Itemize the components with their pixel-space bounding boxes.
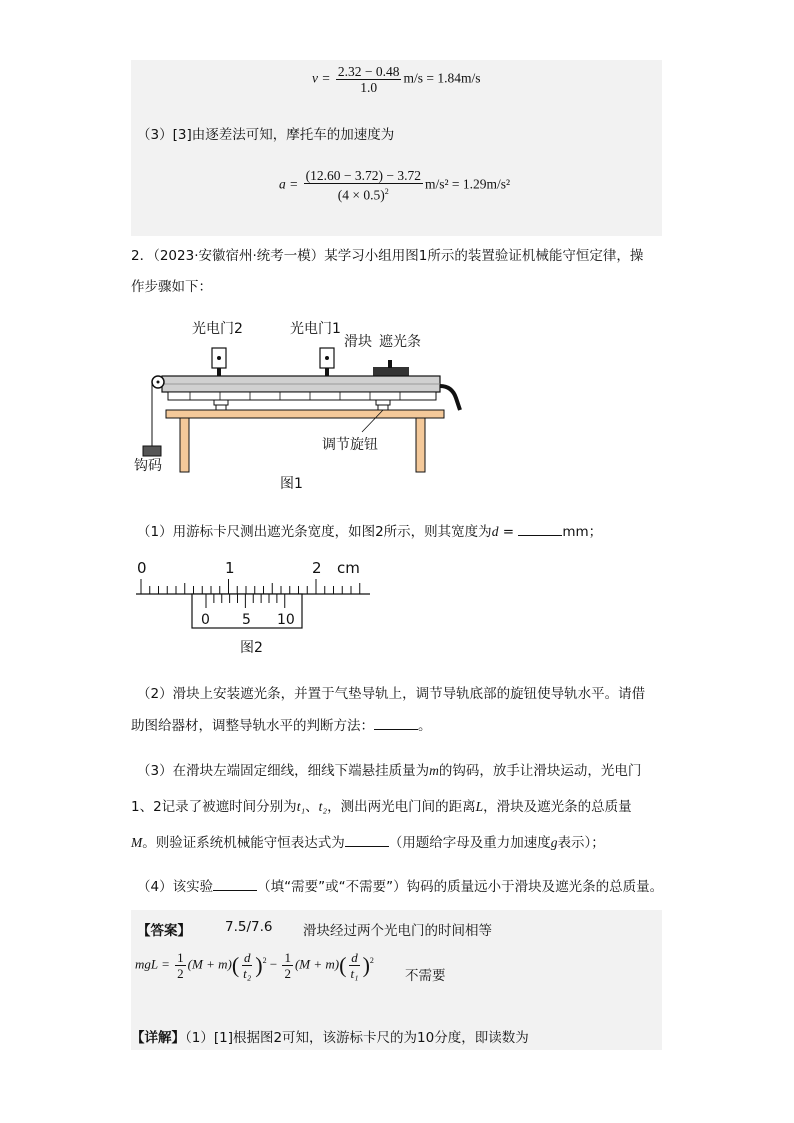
- table-leg-left: [180, 418, 189, 472]
- table-leg-right: [416, 418, 425, 472]
- shading-strip: [388, 360, 392, 368]
- question-line-1: 2．（2023·安徽宿州·统考一模）某学习小组用图1所示的装置验证机械能守恒定律，操: [131, 248, 644, 264]
- q3-line-2: 1、2记录了被遮时间分别为t₁、t₂，测出两光电门间的距离L，滑块及遮光条的总质量: [131, 799, 632, 815]
- q1-answer-blank[interactable]: [518, 523, 562, 536]
- q3-line-1: （3）在滑块左端固定细线，细线下端悬挂质量为m的钩码，放手让滑块运动，光电门: [137, 763, 642, 779]
- answer-2: 滑块经过两个光电门的时间相等: [303, 923, 492, 939]
- q4-answer-blank[interactable]: [213, 878, 257, 891]
- figure2-vernier-caliper: [130, 556, 380, 662]
- figure1-air-track-diagram: [130, 312, 475, 497]
- fig2-vernier-0: 0: [201, 612, 210, 628]
- q2-answer-blank[interactable]: [374, 717, 418, 730]
- air-hose: [440, 386, 460, 410]
- adjust-knob-right: [376, 400, 390, 410]
- velocity-equation: v = $\frac{2.32 - 0.48}{1.0}$ m/s = 1.84m/s: [312, 64, 481, 95]
- q2-line-2: 助图给器材，调整导轨水平的判断方法： 。: [131, 718, 432, 734]
- q4-text: （4）该实验 （填“需要”或“不需要”）钩码的质量远小于滑块及遮光条的总质量。: [137, 879, 664, 895]
- table-top: [166, 410, 444, 418]
- q1-text: （1）用游标卡尺测出遮光条宽度，如图2所示，则其宽度为d = mm；: [137, 524, 603, 540]
- answer-3-formula: mgL = $\frac{1}{2}$ (M + m)( $\frac{d}{\text{t₂}}$ )$^2$ − $\frac{1}{2}$ (M + m)( $\frac{d}{\text{t₁}}$ )$^2$: [135, 950, 374, 981]
- fig2-caption: 图2: [240, 640, 263, 656]
- fig1-label-slider: 滑块: [344, 334, 372, 350]
- adjust-knob-left: [214, 400, 228, 410]
- hook-weight: [143, 446, 161, 456]
- fig2-unit: cm: [337, 559, 360, 577]
- answer-1: 7.5/7.6: [225, 919, 273, 935]
- fig1-label-gate1: 光电门1: [290, 321, 341, 337]
- step3-text: （3）[3]由逐差法可知，摩托车的加速度为: [137, 127, 395, 143]
- fig1-caption: 图1: [280, 476, 303, 492]
- photogate-2: [212, 348, 226, 376]
- question-line-2: 作步骤如下：: [131, 279, 212, 295]
- q3-answer-blank[interactable]: [345, 834, 389, 847]
- photogate-1: [320, 348, 334, 376]
- answer-tag: 【答案】: [137, 923, 191, 939]
- detail-text: 【详解】（1）[1]根据图2可知，该游标卡尺的为10分度，即读数为: [131, 1030, 529, 1046]
- fig1-label-strip: 遮光条: [379, 334, 421, 350]
- fig2-main-2: 2: [312, 559, 322, 577]
- fig2-main-0: 0: [137, 559, 147, 577]
- fig2-vernier-10: 10: [277, 612, 295, 628]
- fig1-label-knob: 调节旋钮: [322, 437, 378, 453]
- acceleration-equation: a = $\frac{(12.60 - 3.72) - 3.72}{(4 \times 0.5)^2}$ m/s² = 1.29m/s²: [279, 168, 511, 203]
- q3-line-3: M。则验证系统机械能守恒表达式为 （用题给字母及重力加速度g表示）；: [131, 835, 605, 851]
- answer-4: 不需要: [405, 968, 446, 984]
- fig2-vernier-5: 5: [242, 612, 251, 628]
- fig1-label-gate2: 光电门2: [192, 321, 243, 337]
- q2-line-1: （2）滑块上安装遮光条，并置于气垫导轨上，调节导轨底部的旋钮使导轨水平。请借: [137, 686, 646, 702]
- fig2-main-1: 1: [225, 559, 235, 577]
- fig1-label-weight: 钩码: [134, 458, 162, 474]
